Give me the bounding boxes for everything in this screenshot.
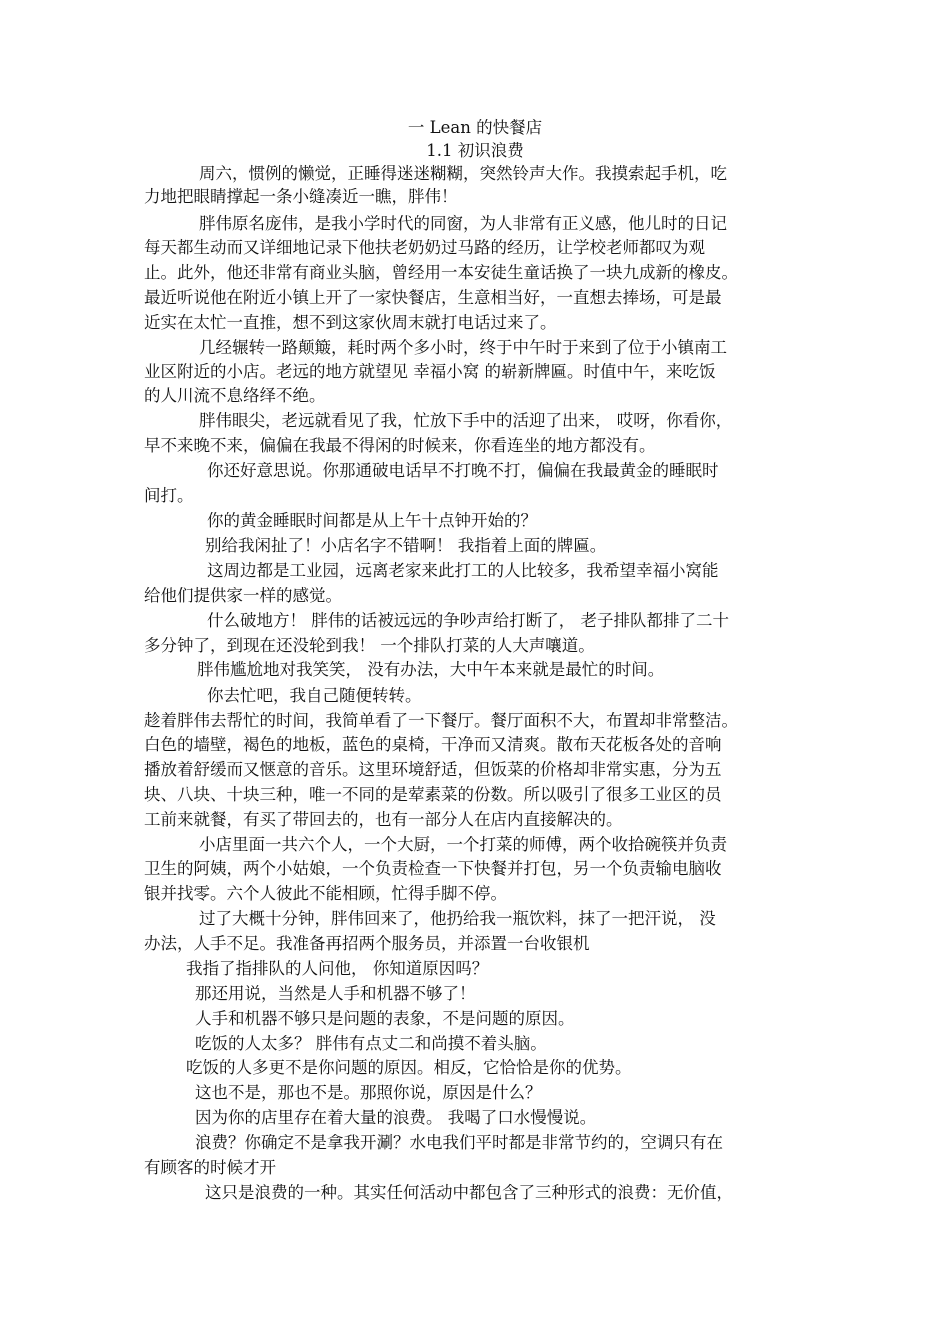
- text-line: 近实在太忙一直推，想不到这家伙周末就打电话过来了。: [144, 313, 557, 332]
- text-line: 间打。: [144, 486, 194, 505]
- text-line: 人手和机器不够只是问题的表象，不是问题的原因。: [195, 1009, 575, 1028]
- text-line: 工前来就餐，有买了带回去的，也有一部分人在店内直接解决的。: [144, 810, 623, 829]
- text-line: 浪费？你确定不是拿我开涮？水电我们平时都是非常节约的，空调只有在: [195, 1133, 723, 1152]
- text-line: 周六，惯例的懒觉，正睡得迷迷糊糊，突然铃声大作。我摸索起手机，吃: [199, 164, 727, 183]
- text-line: 这也不是，那也不是。那照你说，原因是什么？: [195, 1083, 542, 1102]
- text-line: 业区附近的小店。老远的地方就望见 幸福小窝 的崭新牌匾。时值中午，来吃饭: [144, 362, 716, 381]
- text-line: 播放着舒缓而又惬意的音乐。这里环境舒适，但饭菜的价格却非常实惠，分为五: [144, 760, 722, 779]
- text-line: 你去忙吧，我自己随便转转。: [207, 686, 422, 705]
- text-line: 因为你的店里存在着大量的浪费。 我喝了口水慢慢说。: [195, 1108, 597, 1127]
- text-line: 有顾客的时候才开: [144, 1158, 276, 1177]
- text-line: 小店里面一共六个人，一个大厨，一个打菜的师傅，两个收拾碗筷并负责: [199, 835, 727, 854]
- text-line: 别给我闲扯了！小店名字不错啊！ 我指着上面的牌匾。: [205, 536, 607, 555]
- text-line: 的人川流不息络绎不绝。: [144, 386, 326, 405]
- text-line: 胖伟尴尬地对我笑笑， 没有办法，大中午本来就是最忙的时间。: [197, 660, 665, 679]
- text-line: 银并找零。六个人彼此不能相顾，忙得手脚不停。: [144, 884, 507, 903]
- text-line: 胖伟原名庞伟，是我小学时代的同窗，为人非常有正义感，他儿时的日记: [199, 214, 727, 233]
- text-line: 吃饭的人太多？ 胖伟有点丈二和尚摸不着头脑。: [195, 1034, 547, 1053]
- text-line: 什么破地方！ 胖伟的话被远远的争吵声给打断了， 老子排队都排了二十: [207, 611, 729, 630]
- text-line: 止。此外，他还非常有商业头脑，曾经用一本安徒生童话换了一块九成新的橡皮。: [144, 263, 738, 282]
- text-line: 给他们提供家一样的感觉。: [144, 586, 342, 605]
- text-line: 块、八块、十块三种，唯一不同的是荤素菜的份数。所以吸引了很多工业区的员: [144, 785, 722, 804]
- text-line: 这周边都是工业园，远离老家来此打工的人比较多，我希望幸福小窝能: [207, 561, 719, 580]
- text-line: 趁着胖伟去帮忙的时间，我简单看了一下餐厅。餐厅面积不大，布置却非常整洁。: [144, 711, 738, 730]
- text-line: 早不来晚不来，偏偏在我最不得闲的时候来，你看连坐的地方都没有。: [144, 436, 656, 455]
- text-line: 多分钟了，到现在还没轮到我！ 一个排队打菜的人大声嚷道。: [144, 636, 595, 655]
- text-line: 你的黄金睡眠时间都是从上午十点钟开始的？: [207, 511, 537, 530]
- text-line: 我指了指排队的人问他， 你知道原因吗？: [186, 959, 489, 978]
- chapter-title: 一 Lean 的快餐店: [407, 118, 543, 137]
- text-line: 你还好意思说。你那通破电话早不打晚不打，偏偏在我最黄金的睡眠时: [207, 461, 719, 480]
- text-line: 那还用说，当然是人手和机器不够了！: [195, 984, 476, 1003]
- text-line: 吃饭的人多更不是你问题的原因。相反，它恰恰是你的优势。: [186, 1058, 632, 1077]
- text-line: 过了大概十分钟，胖伟回来了，他扔给我一瓶饮料，抹了一把汗说， 没: [199, 909, 716, 928]
- text-line: 最近听说他在附近小镇上开了一家快餐店，生意相当好，一直想去捧场，可是最: [144, 288, 722, 307]
- text-line: 白色的墙壁，褐色的地板，蓝色的桌椅，干净而又清爽。散布天花板各处的音响: [144, 735, 722, 754]
- text-line: 办法，人手不足。我准备再招两个服务员，并添置一台收银机: [144, 934, 590, 953]
- text-line: 胖伟眼尖，老远就看见了我，忙放下手中的活迎了出来， 哎呀，你看你，: [199, 411, 733, 430]
- section-title: 1.1 初识浪费: [426, 141, 524, 160]
- text-line: 力地把眼睛撑起一条小缝凑近一瞧，胖伟！: [144, 187, 458, 206]
- text-line: 每天都生动而又详细地记录下他扶老奶奶过马路的经历，让学校老师都叹为观: [144, 238, 705, 257]
- text-line: 这只是浪费的一种。其实任何活动中都包含了三种形式的浪费：无价值，: [205, 1183, 733, 1202]
- text-line: 卫生的阿姨，两个小姑娘，一个负责检查一下快餐并打包，另一个负责输电脑收: [144, 859, 722, 878]
- text-line: 几经辗转一路颠簸，耗时两个多小时，终于中午时于来到了位于小镇南工: [199, 338, 727, 357]
